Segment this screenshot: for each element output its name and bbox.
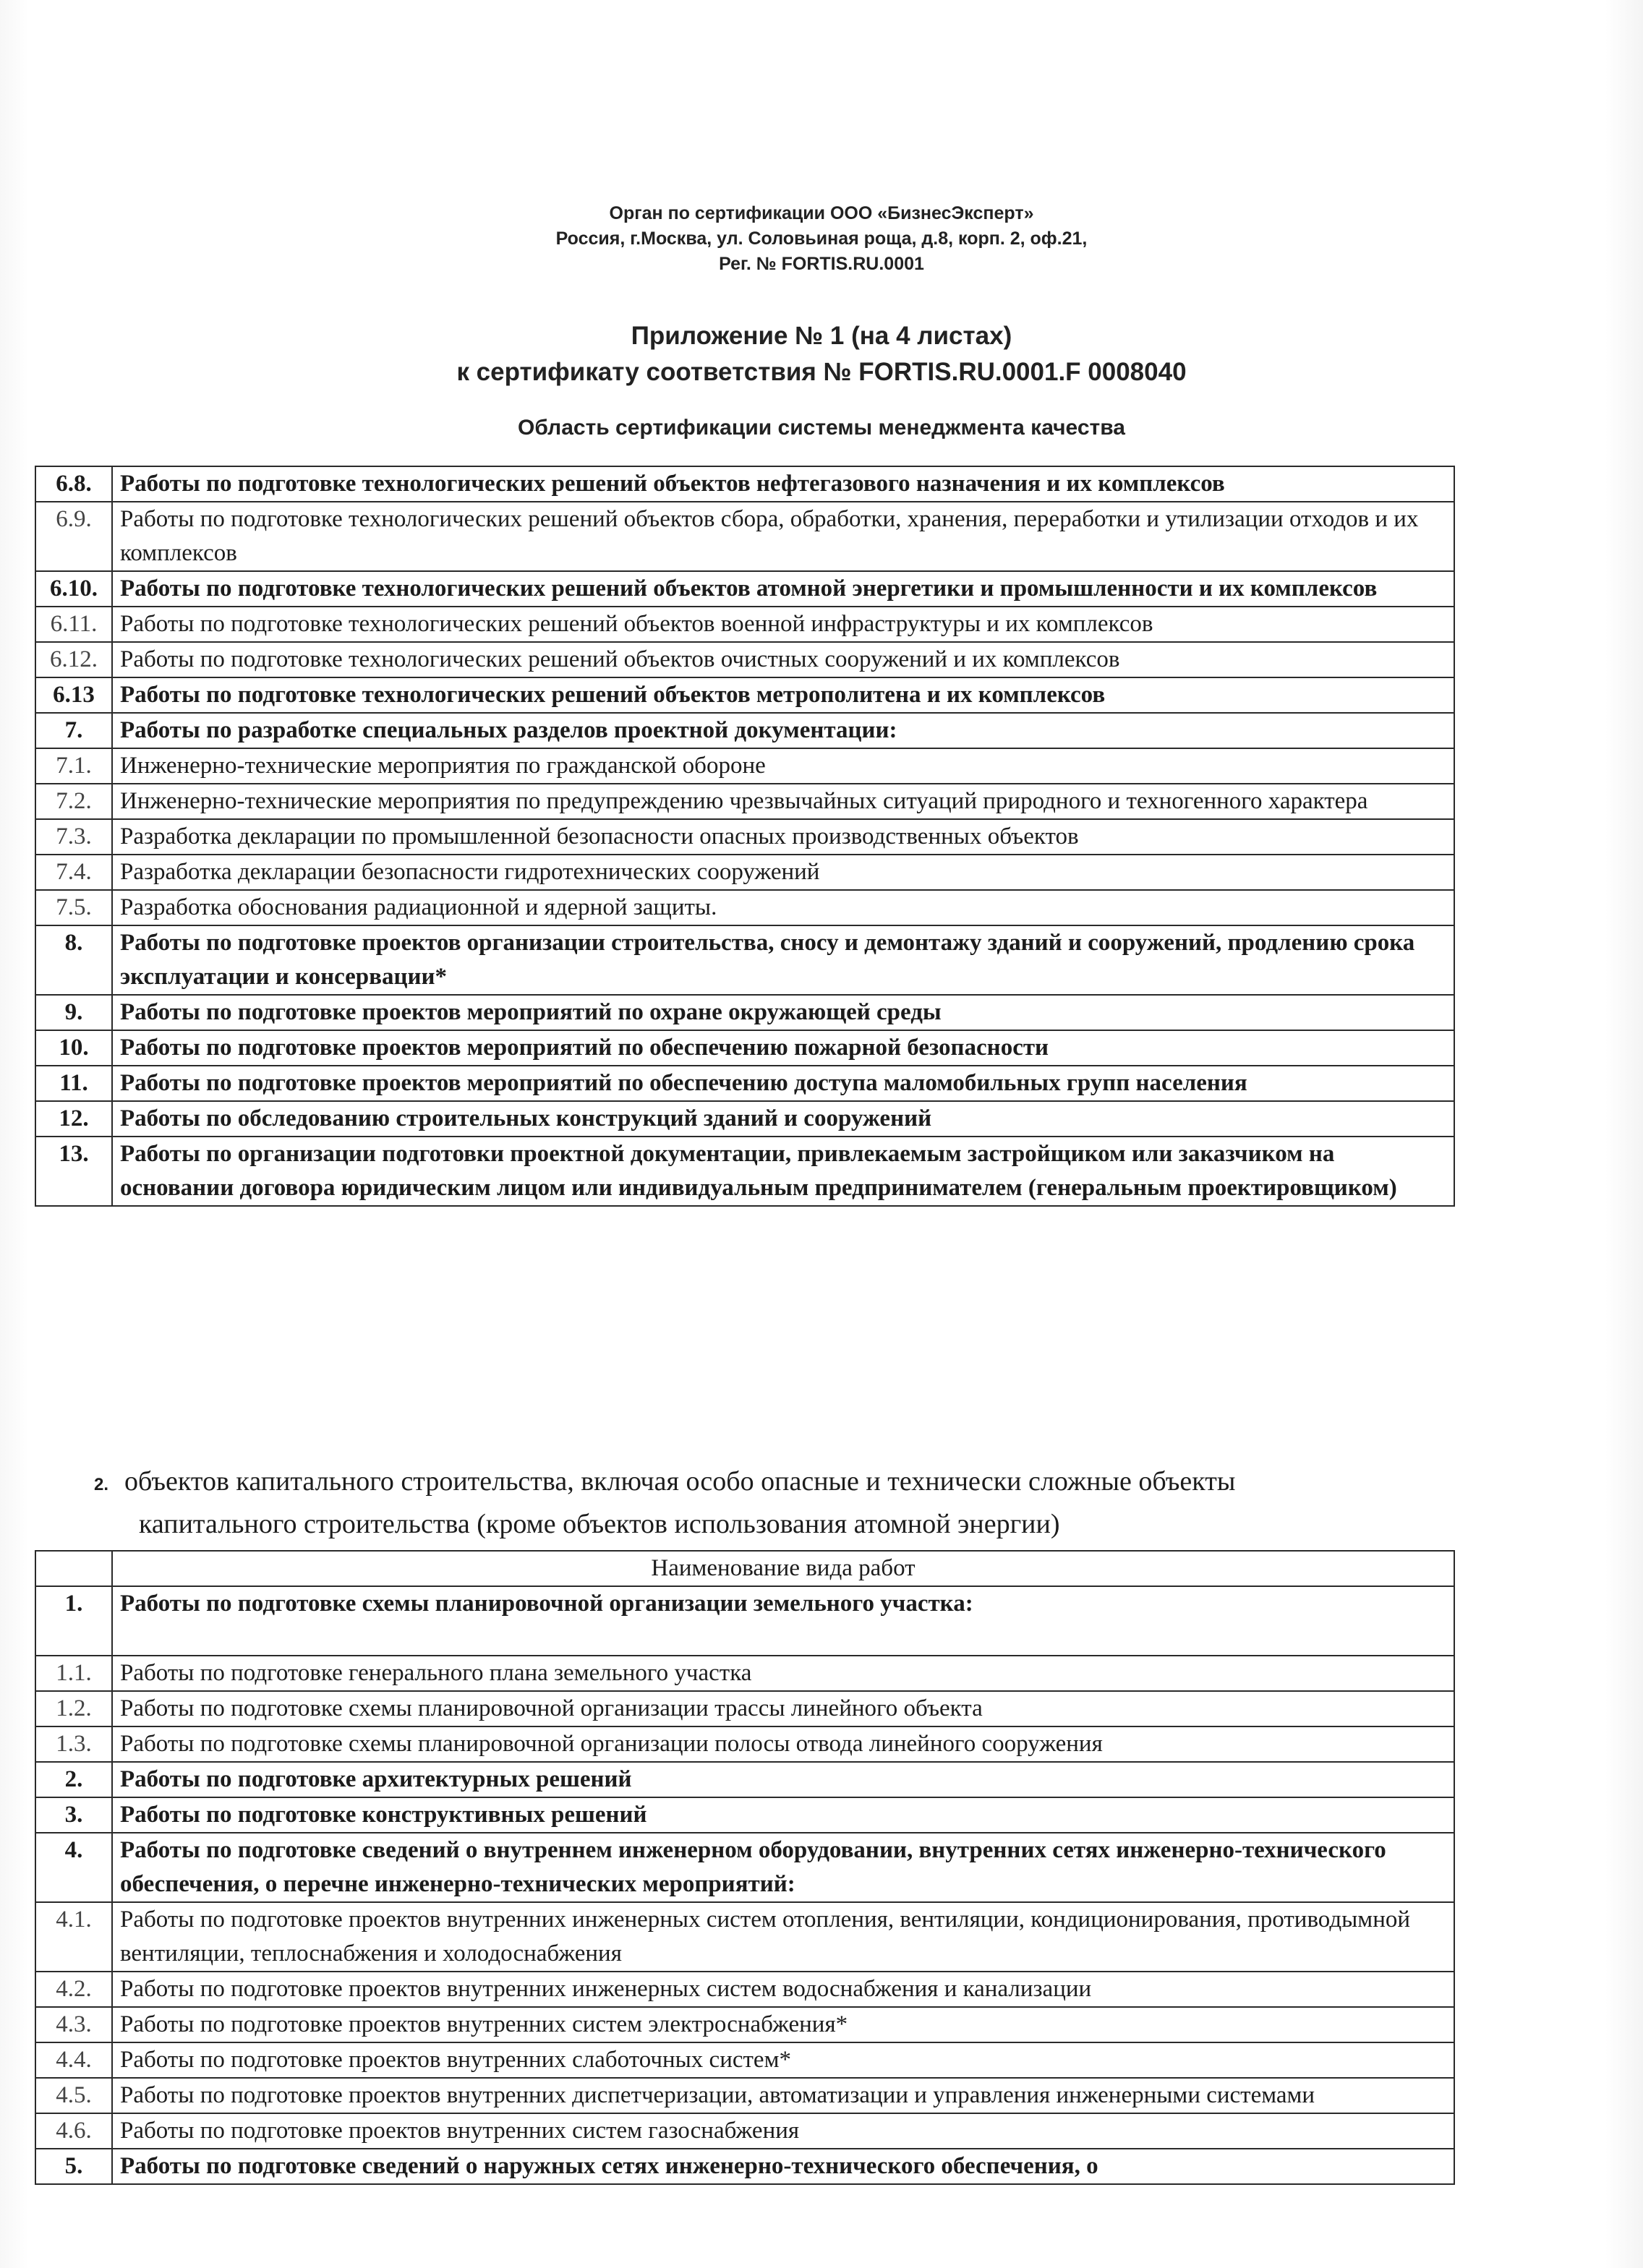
row-number: 9. <box>35 995 112 1030</box>
row-text: Работы по подготовке проектов мероприятий по обеспечению пожарной безопасности <box>112 1030 1454 1066</box>
row-number: 4.4. <box>35 2042 112 2078</box>
table-row <box>35 1762 1454 1797</box>
table-row <box>35 1586 1454 1656</box>
row-text: Разработка декларации безопасности гидротехнических сооружений <box>112 855 1454 890</box>
row-text: Работы по подготовке технологических решений объектов нефтегазового назначения и их комплексов <box>112 466 1454 502</box>
section-2-caption <box>94 1462 1497 1544</box>
table-row <box>35 1972 1454 2007</box>
row-text: Разработка декларации по промышленной безопасности опасных производственных объектов <box>112 819 1454 855</box>
row-text: Работы по подготовке проектов внутренних систем электроснабжения* <box>112 2007 1454 2042</box>
table-row <box>35 925 1454 995</box>
row-text: Работы по подготовке технологических решений объектов военной инфраструктуры и их комплексов <box>112 607 1454 642</box>
certificate-reference: к сертификату соответствия № FORTIS.RU.0001.F 0008040 <box>456 358 1187 386</box>
appendix-title <box>0 318 1643 390</box>
row-number: 1.3. <box>35 1726 112 1762</box>
table-row <box>35 1656 1454 1691</box>
org-name: Орган по сертификации ООО «БизнесЭксперт» <box>609 203 1034 223</box>
org-registration: Рег. № FORTIS.RU.0001 <box>719 254 924 274</box>
row-text: Работы по подготовке проектов внутренних слаботочных систем* <box>112 2042 1454 2078</box>
row-number: 6.11. <box>35 607 112 642</box>
table-row <box>35 1066 1454 1101</box>
row-text: Работы по подготовке архитектурных решений <box>112 1762 1454 1797</box>
table-row <box>35 1902 1454 1972</box>
row-text: Работы по подготовке проектов внутренних диспетчеризации, автоматизации и управления инженерными системами <box>112 2078 1454 2113</box>
row-number: 7.1. <box>35 748 112 784</box>
table-row <box>35 642 1454 677</box>
table-row <box>35 2042 1454 2078</box>
row-text: Работы по подготовке технологических решений объектов метрополитена и их комплексов <box>112 677 1454 713</box>
row-text: Работы по подготовке сведений о наружных сетях инженерно-технического обеспечения, о <box>112 2149 1454 2184</box>
row-number: 6.12. <box>35 642 112 677</box>
row-text: Работы по подготовке проектов внутренних инженерных систем отопления, вентиляции, кондиционирования, противодымной вентиляции, теплоснабжения и холодоснабжения <box>112 1902 1454 1972</box>
table-header-row <box>35 1551 1454 1586</box>
row-number: 4.1. <box>35 1902 112 1972</box>
row-number: 1.1. <box>35 1656 112 1691</box>
row-number: 4.6. <box>35 2113 112 2149</box>
table-row <box>35 890 1454 925</box>
row-number: 2. <box>35 1762 112 1797</box>
row-number: 12. <box>35 1101 112 1137</box>
row-number: 7.2. <box>35 784 112 819</box>
table-row <box>35 1833 1454 1902</box>
org-address: Россия, г.Москва, ул. Соловьиная роща, д.8, корп. 2, оф.21, <box>555 228 1088 249</box>
row-number: 4. <box>35 1833 112 1902</box>
certification-body-header <box>0 201 1643 277</box>
table-row <box>35 571 1454 607</box>
table-header-name: Наименование вида работ <box>112 1551 1454 1586</box>
row-number: 6.10. <box>35 571 112 607</box>
row-number: 11. <box>35 1066 112 1101</box>
table-row <box>35 677 1454 713</box>
table-row <box>35 748 1454 784</box>
table-row <box>35 1137 1454 1206</box>
row-number: 4.5. <box>35 2078 112 2113</box>
section-number: 2. <box>94 1475 109 1494</box>
row-number: 7. <box>35 713 112 748</box>
row-number: 6.8. <box>35 466 112 502</box>
row-text: Работы по подготовке схемы планировочной организации трассы линейного объекта <box>112 1691 1454 1726</box>
row-text: Работы по подготовке конструктивных решений <box>112 1797 1454 1833</box>
row-text: Работы по подготовке проектов организации строительства, сносу и демонтажу зданий и сооружений, продлению срока эксплуатации и консервации* <box>112 925 1454 995</box>
table-row <box>35 713 1454 748</box>
table-row <box>35 2007 1454 2042</box>
row-number: 4.3. <box>35 2007 112 2042</box>
row-text: Работы по подготовке технологических решений объектов сбора, обработки, хранения, переработки и утилизации отходов и их комплексов <box>112 502 1454 571</box>
row-text: Работы по разработке специальных разделов проектной документации: <box>112 713 1454 748</box>
row-number: 13. <box>35 1137 112 1206</box>
row-text: Работы по подготовке проектов внутренних систем газоснабжения <box>112 2113 1454 2149</box>
row-text: Работы по подготовке проектов мероприятий по охране окружающей среды <box>112 995 1454 1030</box>
row-number: 6.13 <box>35 677 112 713</box>
row-number: 1.2. <box>35 1691 112 1726</box>
table-row <box>35 2078 1454 2113</box>
row-text: Разработка обоснования радиационной и ядерной защиты. <box>112 890 1454 925</box>
row-text: Работы по подготовке проектов мероприятий по обеспечению доступа маломобильных групп населения <box>112 1066 1454 1101</box>
row-text: Инженерно-технические мероприятия по гражданской обороне <box>112 748 1454 784</box>
row-text: Работы по подготовке генерального плана земельного участка <box>112 1656 1454 1691</box>
table-row <box>35 819 1454 855</box>
table-row <box>35 1030 1454 1066</box>
table-row <box>35 784 1454 819</box>
row-number: 5. <box>35 2149 112 2184</box>
row-number: 1. <box>35 1586 112 1656</box>
table-row <box>35 607 1454 642</box>
table-row <box>35 1691 1454 1726</box>
scope-table-1 <box>35 466 1455 1207</box>
row-number: 7.5. <box>35 890 112 925</box>
table-row <box>35 1726 1454 1762</box>
row-text: Работы по обследованию строительных конструкций зданий и сооружений <box>112 1101 1454 1137</box>
row-number: 8. <box>35 925 112 995</box>
row-number: 4.2. <box>35 1972 112 2007</box>
appendix-number: Приложение № 1 (на 4 листах) <box>631 322 1012 350</box>
table-row <box>35 502 1454 571</box>
section-caption-line1: объектов капитального строительства, включая особо опасные и технически сложные объекты <box>124 1466 1236 1497</box>
scope-table-2 <box>35 1550 1455 2185</box>
table-row <box>35 855 1454 890</box>
row-text: Работы по подготовке схемы планировочной организации земельного участка: <box>112 1586 1454 1656</box>
table-row <box>35 2113 1454 2149</box>
row-text: Работы по подготовке технологических решений объектов очистных сооружений и их комплексов <box>112 642 1454 677</box>
row-text: Работы по организации подготовки проектной документации, привлекаемым застройщиком или заказчиком на основании договора юридическим лицом или индивидуальным предпринимателем (генеральным проектировщиком) <box>112 1137 1454 1206</box>
table-row <box>35 995 1454 1030</box>
row-text: Работы по подготовке технологических решений объектов атомной энергетики и промышленности и их комплексов <box>112 571 1454 607</box>
row-text: Работы по подготовке схемы планировочной организации полосы отвода линейного сооружения <box>112 1726 1454 1762</box>
table-row <box>35 1101 1454 1137</box>
row-number: 3. <box>35 1797 112 1833</box>
row-number: 7.4. <box>35 855 112 890</box>
table-row <box>35 1797 1454 1833</box>
table-row <box>35 2149 1454 2184</box>
row-number: 7.3. <box>35 819 112 855</box>
row-text: Работы по подготовке проектов внутренних инженерных систем водоснабжения и канализации <box>112 1972 1454 2007</box>
table-header-number-cell <box>35 1551 112 1586</box>
certification-area-title: Область сертификации системы менеджмента качества <box>518 416 1125 440</box>
row-text: Работы по подготовке сведений о внутреннем инженерном оборудовании, внутренних сетях инженерно-технического обеспечения, о перечне инженерно-технических мероприятий: <box>112 1833 1454 1902</box>
row-text: Инженерно-технические мероприятия по предупреждению чрезвычайных ситуаций природного и техногенного характера <box>112 784 1454 819</box>
row-number: 10. <box>35 1030 112 1066</box>
table-row <box>35 466 1454 502</box>
row-number: 6.9. <box>35 502 112 571</box>
section-caption-line2: капитального строительства (кроме объектов использования атомной энергии) <box>139 1509 1060 1539</box>
